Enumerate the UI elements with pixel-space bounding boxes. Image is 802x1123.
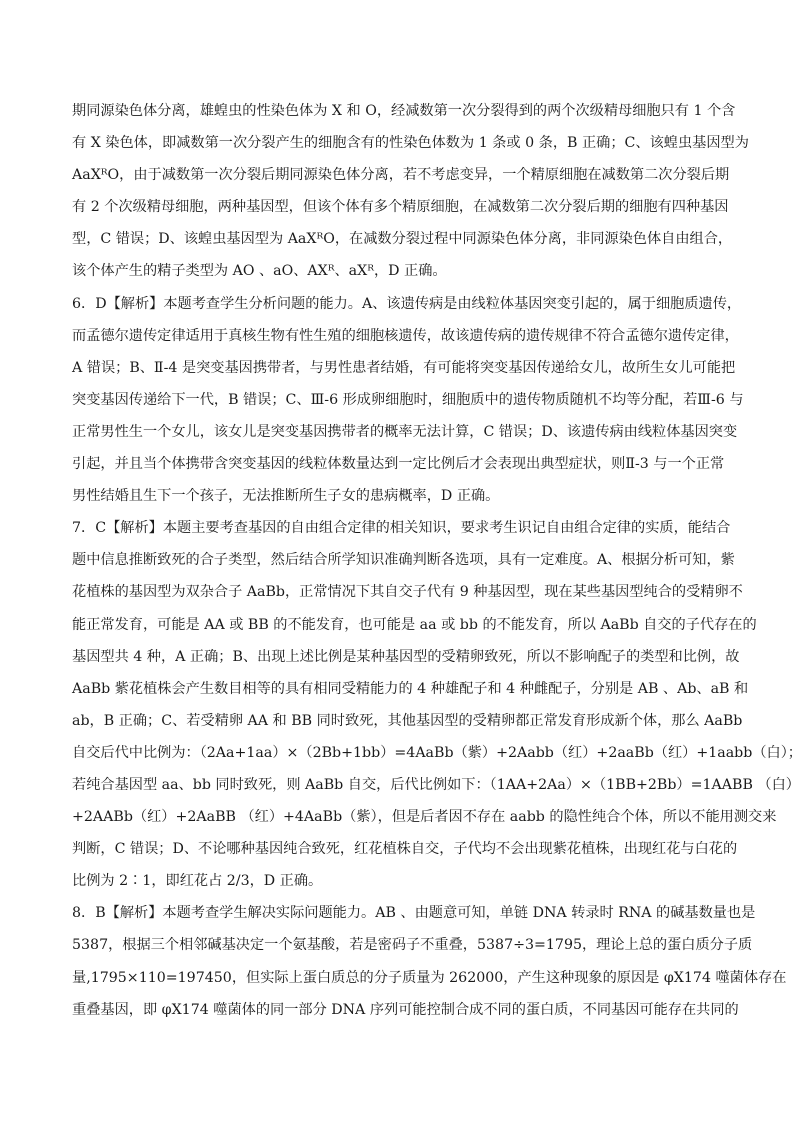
text-line: 7．C【解析】本题主要考查基因的自由组合定律的相关知识，要求考生识记自由组合定律的实质，能结合 <box>72 520 731 537</box>
text-line: 比例为 2∶1，即红花占 2/3，D 正确。 <box>72 873 323 890</box>
text-line: 引起，并且当个体携带含突变基因的线粒体数量达到一定比例后才会表现出典型症状，则Ⅱ-3 与一个正常 <box>72 456 725 473</box>
text-line: 男性结婚且生下一个孩子，无法推断所生子女的患病概率，D 正确。 <box>72 488 500 505</box>
paragraph-question-6 <box>72 288 744 513</box>
text-line: 若纯合基因型 aa、bb 同时致死，则 AaBb 自交，后代比例如下：（1AA+2Aa）×（1BB+2Bb）=1AABB （白） <box>72 776 800 793</box>
document-page <box>72 95 802 1026</box>
text-line: AaBb 紫花植株会产生数目相等的具有相同受精能力的 4 种雄配子和 4 种雌配子，分别是 AB 、Ab、aB 和 <box>72 680 749 697</box>
paragraph-question-7 <box>72 512 802 897</box>
text-line: 6．D【解析】本题考查学生分析问题的能力。A、该遗传病是由线粒体基因突变引起的，属于细胞质遗传， <box>72 295 742 312</box>
text-line: 重叠基因，即 φX174 噬菌体的同一部分 DNA 序列可能控制合成不同的蛋白质，不同基因可能存在共同的 <box>72 1001 739 1018</box>
text-line: 能正常发育，可能是 AA 或 BB 的不能发育，也可能是 aa 或 bb 的不能发育，所以 AaBb 自交的子代存在的 <box>72 616 757 633</box>
text-line: +2AABb（红）+2AaBB （红）+4AaBb（紫），但是后者因不存在 aabb 的隐性纯合个体，所以不能用测交来 <box>72 809 777 826</box>
text-line: 花植株的基因型为双杂合子 AaBb，正常情况下其自交子代有 9 种基因型，现在某些基因型纯合的受精卵不 <box>72 584 743 601</box>
text-line: 判断，C 错误；D、不论哪种基因纯合致死，红花植株自交，子代均不会出现紫花植株，出现红花与白花的 <box>72 841 738 858</box>
text-line: 有 2 个次级精母细胞，两种基因型，但该个体有多个精原细胞，在减数第二次分裂后期的细胞有四种基因 <box>72 199 729 216</box>
text-line: ab，B 正确；C、若受精卵 AA 和 BB 同时致死，其他基因型的受精卵都正常发育形成新个体，那么 AaBb <box>72 712 743 729</box>
paragraph-5-continuation <box>72 95 749 288</box>
text-line: 有 X 染色体，即减数第一次分裂产生的细胞含有的性染色体数为 1 条或 0 条，B 正确；C、该蝗虫基因型为 <box>72 135 749 152</box>
text-line: 基因型共 4 种，A 正确；B、出现上述比例是某种基因型的受精卵致死，所以不影响配子的类型和比例，故 <box>72 648 740 665</box>
text-line: 正常男性生一个女儿，该女儿是突变基因携带者的概率无法计算，C 错误；D、该遗传病由线粒体基因突变 <box>72 423 738 440</box>
paragraph-question-8 <box>72 897 787 1025</box>
text-line: 量,1795×110=197450，但实际上蛋白质总的分子质量为 262000，产生这种现象的原因是 φX174 噬菌体存在 <box>72 969 787 986</box>
text-line: 而孟德尔遗传定律适用于真核生物有性生殖的细胞核遗传，故该遗传病的遗传规律不符合孟德尔遗传定律， <box>72 327 739 344</box>
text-line: AaXᴿO，由于减数第一次分裂后期同源染色体分离，若不考虑变异，一个精原细胞在减数第二次分裂后期 <box>72 167 730 184</box>
text-line: 8．B【解析】本题考查学生解决实际问题能力。AB 、由题意可知，单链 DNA 转录时 RNA 的碱基数量也是 <box>72 905 756 922</box>
text-line: 型，C 错误；D、该蝗虫基因型为 AaXᴿO，在减数分裂过程中同源染色体分离，非同源染色体自由组合， <box>72 231 733 248</box>
text-line: 5387，根据三个相邻碱基决定一个氨基酸，若是密码子不重叠，5387÷3=1795，理论上总的蛋白质分子质 <box>72 937 753 954</box>
text-line: 突变基因传递给下一代，B 错误；C、Ⅲ-6 形成卵细胞时，细胞质中的遗传物质随机不均等分配，若Ⅲ-6 与 <box>72 391 744 408</box>
text-line: 题中信息推断致死的合子类型，然后结合所学知识准确判断各选项，具有一定难度。A、根据分析可知，紫 <box>72 552 735 569</box>
text-line: 期同源染色体分离，雄蝗虫的性染色体为 X 和 O，经减数第一次分裂得到的两个次级精母细胞只有 1 个含 <box>72 103 736 119</box>
text-line: 该个体产生的精子类型为 AO 、aO、AXᴿ、aXᴿ，D 正确。 <box>72 263 447 280</box>
text-line: A 错误；B、Ⅱ-4 是突变基因携带者，与男性患者结婚，有可能将突变基因传递给女儿，故所生女儿可能把 <box>72 359 736 376</box>
text-line: 自交后代中比例为：（2Aa+1aa）×（2Bb+1bb）=4AaBb（紫）+2Aabb（红）+2aaBb（红）+1aabb（白）； <box>72 744 802 761</box>
